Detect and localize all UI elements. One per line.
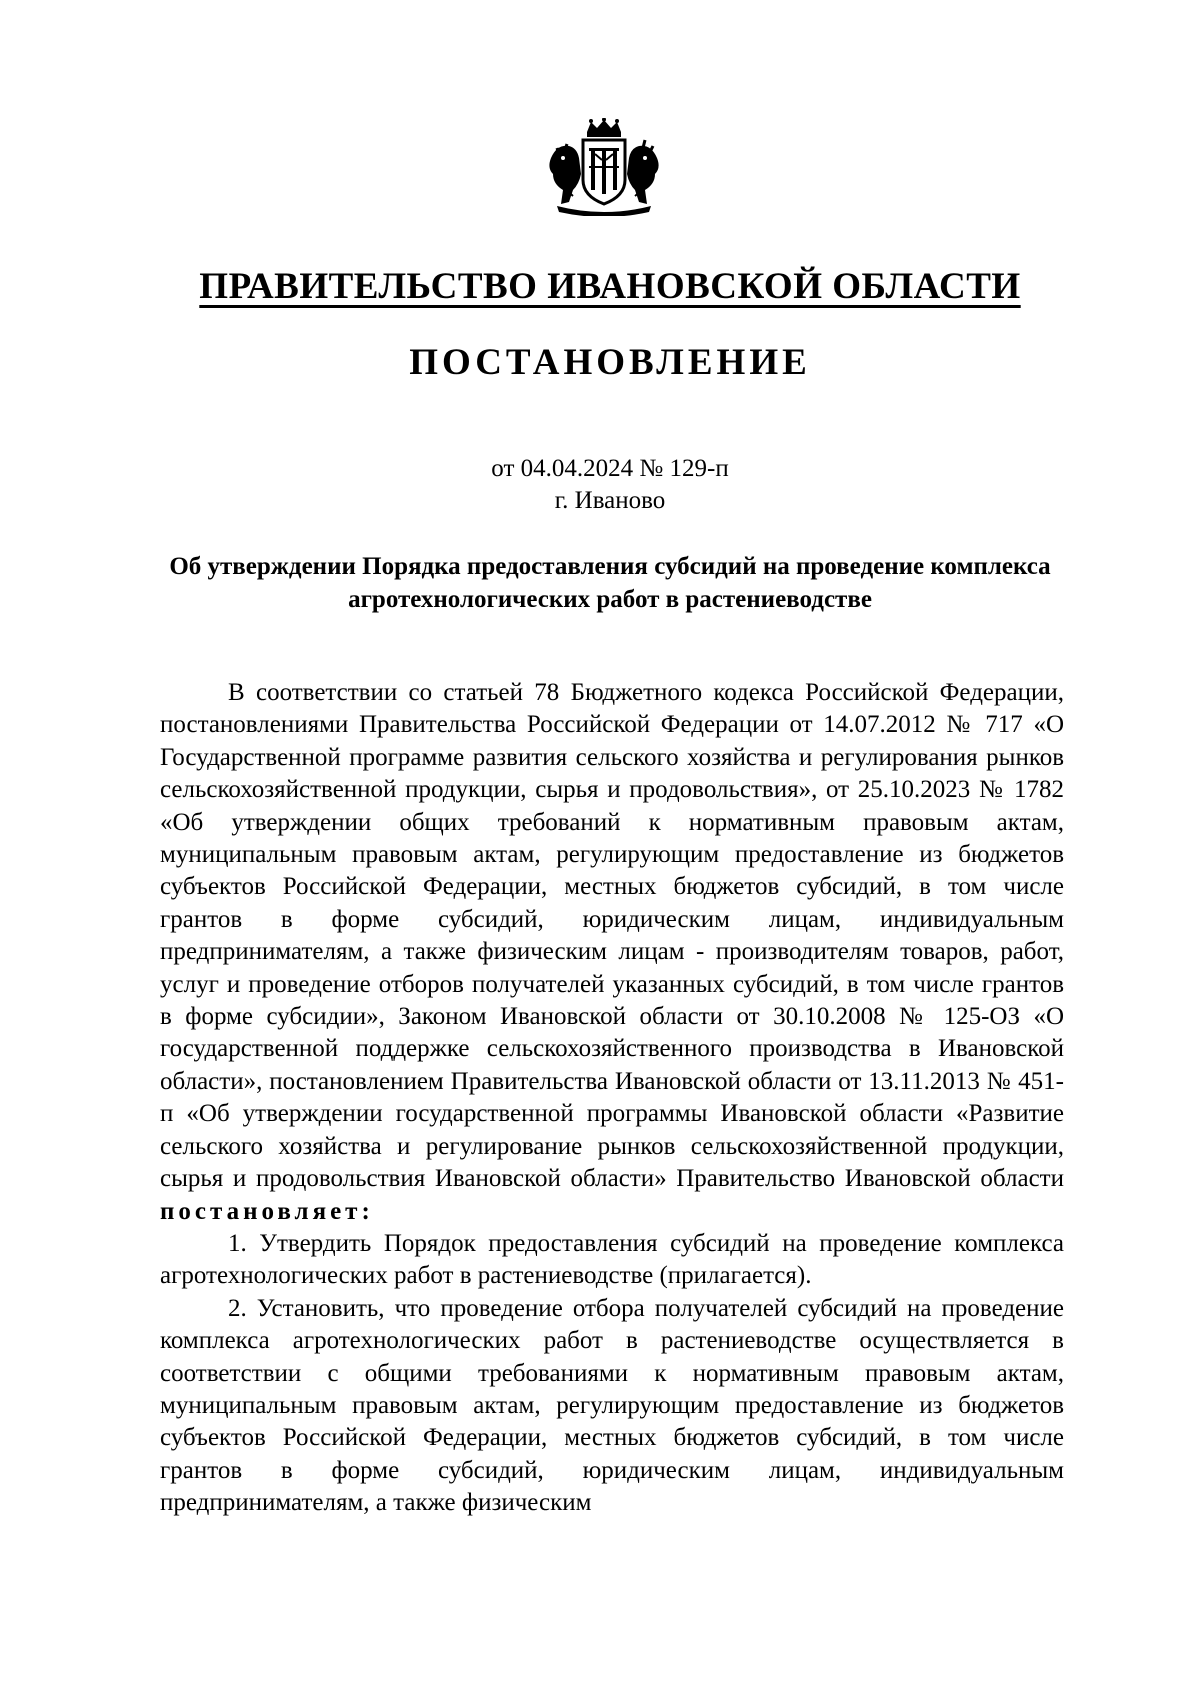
- item-2-paragraph: 2. Установить, что проведение отбора получателей субсидий на проведение комплекса агротехнологических работ в растениеводстве осуществляется в соответствии с общими требованиями к нормативным правовым актам, муниципальным правовым актам, регулирующим предоставление из бюджетов субъектов Российской Федерации, местных бюджетов субсидий, в том числе грантов в форме субсидий, юридическим лицам, индивидуальным предпринимателям, а также физическим: [160, 1294, 1064, 1517]
- resolves-word: постановляет:: [160, 1197, 374, 1225]
- document-subject: Об утверждении Порядка предоставления субсидий на проведение комплекса агротехнологических работ в растениеводстве: [169, 553, 1051, 613]
- document-body: [160, 677, 1064, 1520]
- preamble-paragraph: [160, 677, 1064, 1228]
- coat-of-arms-icon: [543, 118, 665, 216]
- document-date-number: от 04.04.2024 № 129-п: [491, 455, 729, 482]
- preamble-text: В соответствии со статьей 78 Бюджетного кодекса Российской Федерации, постановлениями Правительства Российской Федерации от 14.07.2012 № 717 «О Государственной программе развития сельского хозяйства и регулирования рынков сельскохозяйственной продукции, сырья и продовольствия», от 25.10.2023 № 1782 «Об утверждении общих требований к нормативным правовым актам, муниципальным правовым актам, регулирующим предоставление из бюджетов субъектов Российской Федерации, местных бюджетов субсидий, в том числе грантов в форме субсидий, юридическим лицам, индивидуальным предпринимателям, а также физическим лицам - производителям товаров, работ, услуг и проведение отборов получателей указанных субсидий, в том числе грантов в форме субсидии», Законом Ивановской области от 30.10.2008 № 125-ОЗ «О государственной поддержке сельскохозяйственного производства в Ивановской области», постановлением Правительства Ивановской области от 13.11.2013 № 451-п «Об утверждении государственной программы Ивановской области «Развитие сельского хозяйства и регулирование рынков сельскохозяйственной продукции, сырья и продовольствия Ивановской области» Правительство Ивановской области: [160, 679, 1064, 1193]
- document-type: ПОСТАНОВЛЕНИЕ: [409, 342, 811, 383]
- organization-title: ПРАВИТЕЛЬСТВО ИВАНОВСКОЙ ОБЛАСТИ: [199, 266, 1021, 307]
- document-city: г. Иваново: [554, 487, 666, 514]
- item-1-paragraph: 1. Утвердить Порядок предоставления субсидий на проведение комплекса агротехнологических работ в растениеводстве (прилагается).: [160, 1229, 1064, 1290]
